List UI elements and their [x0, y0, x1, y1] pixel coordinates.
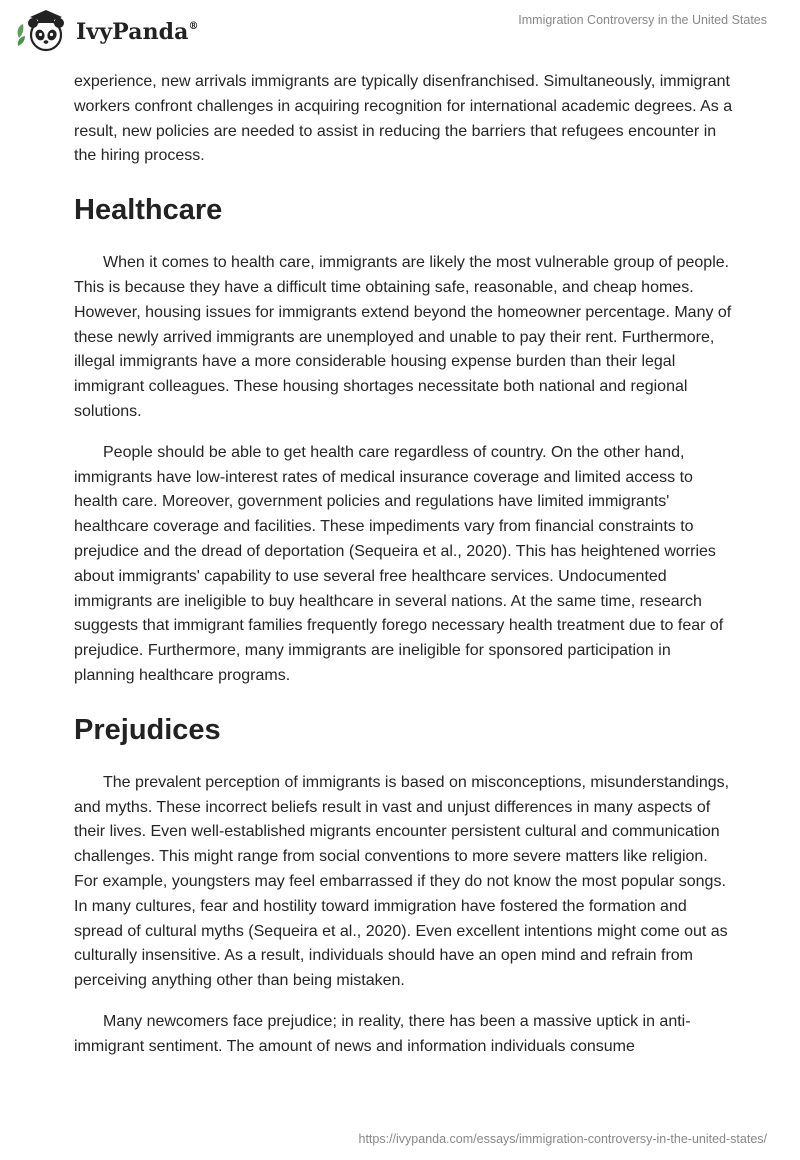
ivypanda-logo[interactable] — [16, 8, 199, 54]
paragraph: Many newcomers face prejudice; in reality, there has been a massive uptick in anti-immigrant sentiment. The amount of news and information individuals consume — [74, 1012, 691, 1055]
source-url[interactable]: https://ivypanda.com/essays/immigration-controversy-in-the-united-states/ — [358, 1132, 767, 1146]
paragraph: The prevalent perception of immigrants is based on misconceptions, misunderstandings, and myths. These incorrect beliefs result in vast and unjust differences in many aspects of their lives. Even well-established migrants encounter persistent cultural and communication challenges. This might range from social conventions to more severe matters like religion. For example, youngsters may feel embarrassed if they do not know the most popular songs. In many cultures, fear and hostility toward immigration have fostered the formation and spread of cultural myths (Sequeira et al., 2020). Even excellent intentions might come out as culturally insensitive. As a result, individuals should have an open mind and refrain from perceiving anything other than being mistaken. — [74, 773, 730, 990]
panda-graduate-icon — [16, 8, 70, 54]
brand-name: IvyPanda® — [76, 19, 199, 45]
registered-mark: ® — [188, 20, 199, 32]
essay-body — [74, 70, 734, 1076]
page-header — [0, 0, 800, 64]
section-heading-healthcare: Healthcare — [74, 194, 223, 227]
paragraph: When it comes to health care, immigrants are likely the most vulnerable group of people. This is because they have a difficult time obtaining safe, reasonable, and cheap homes. However, housing issues for immigrants extend beyond the homeowner percentage. Many of these newly arrived immigrants are unemployed and unable to pay their rent. Furthermore, illegal immigrants have a more considerable housing expense burden than their legal immigrant colleagues. These housing shortages necessitate both national and regional solutions. — [74, 254, 732, 420]
paragraph: People should be able to get health care regardless of country. On the other hand, immigrants have low-interest rates of medical insurance coverage and limited access to health care. Moreover, government policies and regulations have limited immigrants' healthcare coverage and facilities. These impediments vary from financial constraints to prejudice and the dread of deportation (Sequeira et al., 2020). This has heightened worries about immigrants' capability to use several free healthcare services. Undocumented immigrants are ineligible to buy healthcare in several nations. At the same time, research suggests that immigrant families frequently forego necessary health treatment due to fear of prejudice. Furthermore, many immigrants are ineligible for sponsored participation in planning healthcare programs. — [74, 443, 724, 684]
document-title: Immigration Controversy in the United States — [518, 13, 767, 27]
intro-paragraph: experience, new arrivals immigrants are typically disenfranchised. Simultaneously, immigrant workers confront challenges in acquiring recognition for international academic degrees. As a result, new policies are needed to assist in reducing the barriers that refugees encounter in the hiring process. — [74, 73, 733, 165]
section-heading-prejudices: Prejudices — [74, 713, 221, 746]
